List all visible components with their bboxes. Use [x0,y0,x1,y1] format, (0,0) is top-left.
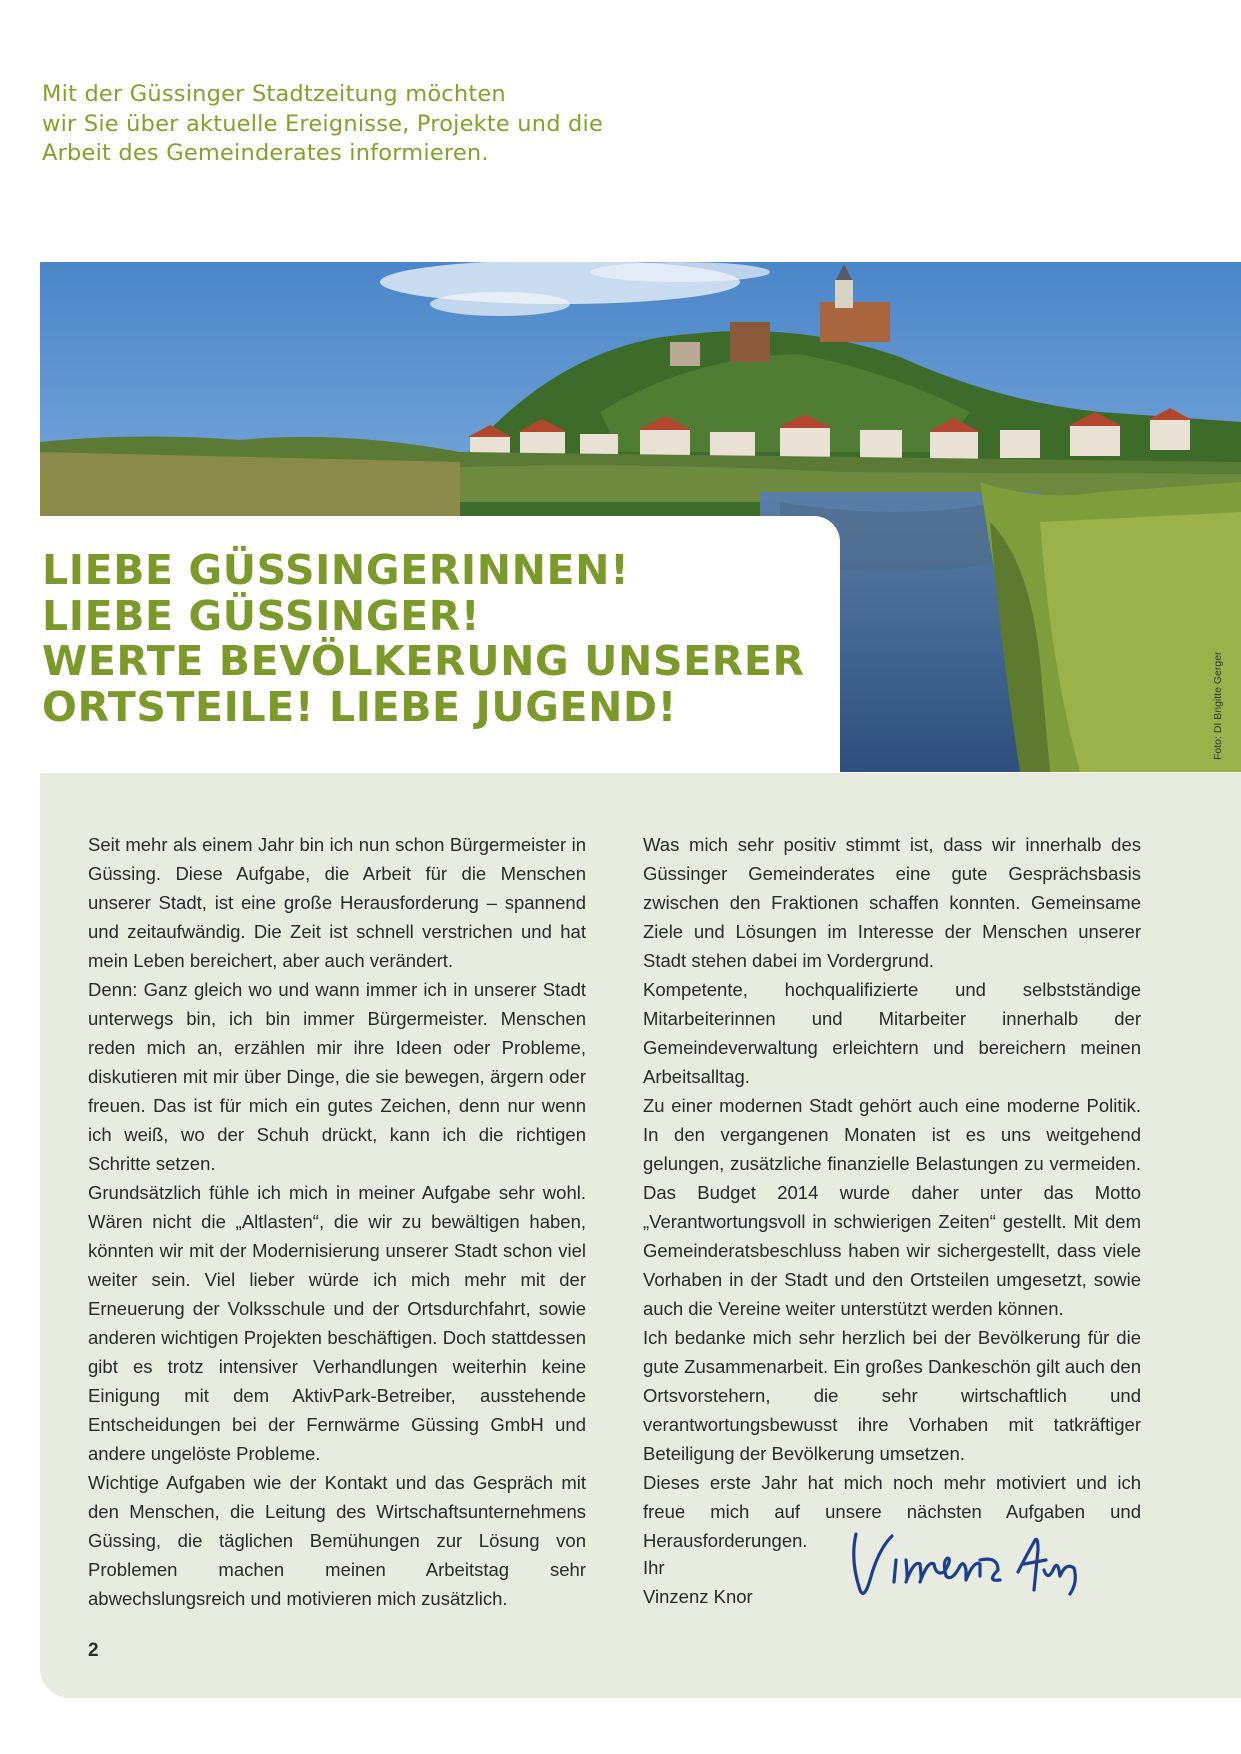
paragraph: Dieses erste Jahr hat mich noch mehr motiviert und ich freue mich auf unsere nächsten Aufgaben und Herausforderungen. [643,1472,1141,1551]
intro-line: Arbeit des Gemeinderates informieren. [42,140,489,166]
page-number: 2 [88,1640,99,1661]
paragraph: Wichtige Aufgaben wie der Kontakt und das Gespräch mit den Menschen, die Leitung des Wirtschaftsunternehmens Güssing, die täglichen Bemühungen zur Lösung von Problemen machen meinen Arbeitstag sehr abwechslungsreich und motivieren mich zusätzlich. [88,1472,586,1609]
author-name: Vinzenz Knor [643,1586,753,1607]
intro-text [42,80,682,169]
photo-credit: Foto: DI Brigitte Gerger [1212,651,1224,760]
paragraph: Was mich sehr positiv stimmt ist, dass wir innerhalb des Güssinger Gemeinderates eine gute Gesprächsbasis zwischen den Fraktionen schaffen konnten. Gemeinsame Ziele und Lösungen im Interesse der Menschen unserer Stadt stehen dabei im Vordergrund. [643,834,1141,971]
article-column-right [643,830,1141,1555]
intro-line: wir Sie über aktuelle Ereignisse, Projekte und die [42,110,604,137]
closing-block [643,1553,753,1611]
paragraph: Zu einer modernen Stadt gehört auch eine moderne Politik. In den vergangenen Monaten ist es uns weitgehend gelungen, zusätzliche finanzielle Belastungen zu vermeiden. Das Budget 2014 wurde daher unter das Motto „Verantwortungsvoll in schwierigen Zeiten“ gestellt. Mit dem Gemeinderatsbeschluss haben wir sichergestellt, dass viele Vorhaben in der Stadt und den Ortsteilen umgesetzt, sowie auch die Vereine weiter unterstützt werden können. [643,1095,1141,1319]
intro-line: Mit der Güssinger Stadtzeitung möchten [42,81,506,107]
paragraph: Denn: Ganz gleich wo und wann immer ich in unserer Stadt unterwegs bin, ich bin immer Bürgermeister. Menschen reden mich an, erzählen mir ihre Ideen oder Probleme, diskutieren mit mir über Dinge, die sie bewegen, ärgern oder freuen. Das ist für mich ein gutes Zeichen, denn nur wenn ich weiß, wo der Schuh drückt, kann ich die richtigen Schritte setzen. [88,979,586,1174]
article-column-left [88,830,586,1613]
signature-image [848,1520,1088,1610]
headline-line: LIEBE GÜSSINGER! [42,591,481,640]
paragraph: Kompetente, hochqualifizierte und selbstständige Mitarbeiterinnen und Mitarbeiter innerhalb der Gemeindeverwaltung erleichtern und bereichern meinen Arbeitsalltag. [643,979,1141,1087]
closing-word: Ihr [643,1557,665,1578]
headline-line: WERTE BEVÖLKERUNG UNSERER [42,637,805,685]
paragraph: Ich bedanke mich sehr herzlich bei der Bevölkerung für die gute Zusammenarbeit. Ein großes Dankeschön gilt auch den Ortsvorstehern, die sehr wirtschaftlich und verantwortungsbewusst ihre Vorhaben mit tatkräftiger Beteiligung der Bevölkerung umsetzen. [643,1327,1141,1464]
headline-line: ORTSTEILE! LIEBE JUGEND! [42,682,677,731]
headline-line: LIEBE GÜSSINGERINNEN! [42,546,630,594]
page-title [42,548,832,730]
paragraph: Grundsätzlich fühle ich mich in meiner Aufgabe sehr wohl. Wären nicht die „Altlasten“, die wir zu bewältigen haben, könnten wir mit der Modernisierung unserer Stadt schon viel weiter sein. Viel lieber würde ich mich mehr mit der Erneuerung der Volksschule und der Ortsdurchfahrt, sowie anderen wichtigen Projekten beschäftigen. Doch stattdessen gibt es trotz intensiver Verhandlungen weiterhin keine Einigung mit dem AktivPark-Betreiber, ausstehende Entscheidungen bei der Fernwärme Güssing GmbH und andere ungelöste Probleme. [88,1182,586,1464]
paragraph: Seit mehr als einem Jahr bin ich nun schon Bürgermeister in Güssing. Diese Aufgabe, die Arbeit für die Menschen unserer Stadt, ist eine große Herausforderung – spannend und zeitaufwändig. Die Zeit ist schnell verstrichen und hat mein Leben bereichert, aber auch verändert. [88,834,586,971]
